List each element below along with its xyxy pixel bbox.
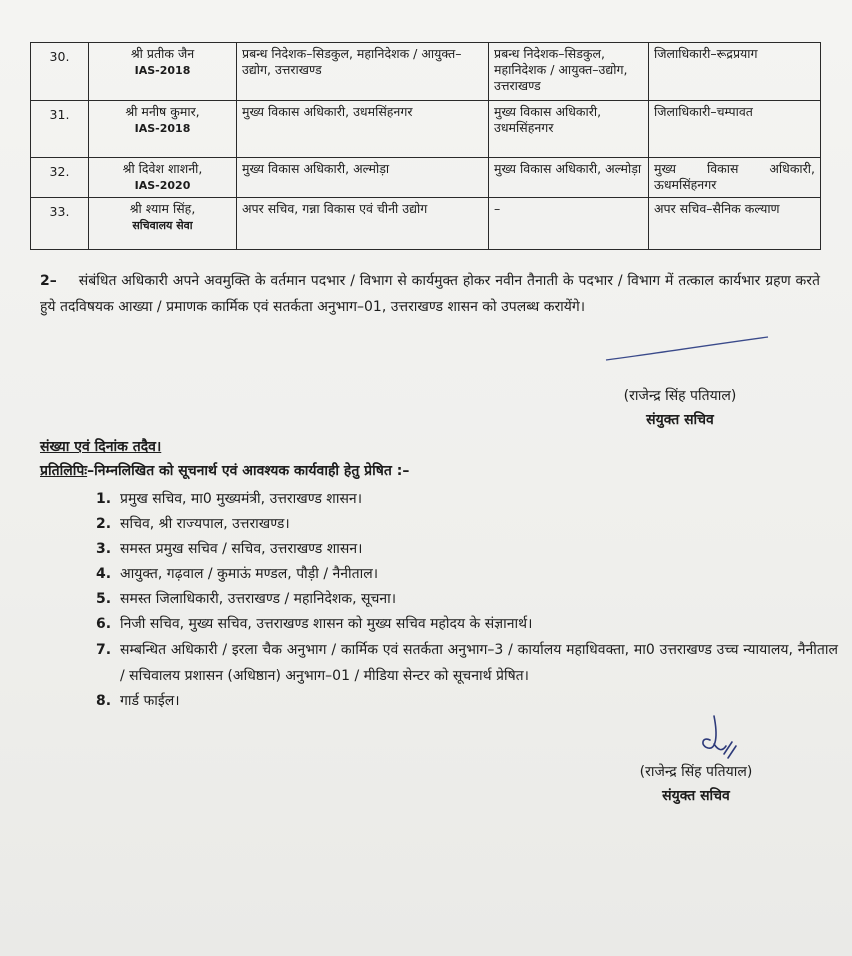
table-row bbox=[31, 158, 821, 198]
reference-line: संख्या एवं दिनांक तदैव। bbox=[40, 439, 162, 455]
new-post: मुख्य विकास अधिकारी, ऊधमसिंहनगर bbox=[649, 158, 821, 198]
item-text: समस्त प्रमुख सचिव / सचिव, उत्तराखण्ड शासन। bbox=[120, 541, 363, 557]
signatory-designation: संयुक्त सचिव bbox=[662, 788, 730, 804]
item-text: निजी सचिव, मुख्य सचिव, उत्तराखण्ड शासन को मुख्य सचिव महोदय के संज्ञानार्थ। bbox=[120, 616, 533, 632]
officer-service: IAS-2018 bbox=[134, 122, 191, 135]
signatory-name: (राजेन्द्र सिंह पतियाल) bbox=[623, 388, 737, 404]
new-post: जिलाधिकारी–चम्पावत bbox=[649, 101, 821, 158]
copy-to-text: –निम्नलिखित को सूचनार्थ एवं आवश्यक कार्यवाही हेतु प्रेषित :– bbox=[87, 463, 410, 479]
serial-number: 31. bbox=[31, 101, 89, 158]
item-text: समस्त जिलाधिकारी, उत्तराखण्ड / महानिदेशक, सूचना। bbox=[120, 591, 397, 607]
signatory-name: (राजेन्द्र सिंह पतियाल) bbox=[639, 764, 753, 780]
item-text: सचिव, श्री राज्यपाल, उत्तराखण्ड। bbox=[120, 516, 290, 532]
list-item bbox=[96, 512, 838, 537]
officer-service: IAS-2018 bbox=[134, 64, 191, 77]
serial-number: 33. bbox=[31, 198, 89, 250]
instruction-paragraph bbox=[40, 268, 820, 320]
item-number: 8. bbox=[96, 693, 112, 709]
new-post: जिलाधिकारी–रूद्रप्रयाग bbox=[649, 43, 821, 101]
item-text: सम्बन्धित अधिकारी / इरला चैक अनुभाग / कार्मिक एवं सतर्कता अनुभाग–3 / कार्यालय महाधिवक्ता, मा0 उत्तराखण्ड उच्च न्यायालय, नैनीताल / सचिवालय प्रशासन (अधिष्ठान) अनुभाग–01 / मीडिया सेन्टर को सूचनार्थ प्रेषित। bbox=[120, 642, 838, 684]
released-from: प्रबन्ध निदेशक–सिडकुल, महानिदेशक / आयुक्त–उद्योग, उत्तराखण्ड bbox=[489, 43, 649, 101]
current-post: प्रबन्ध निदेशक–सिडकुल, महानिदेशक / आयुक्त–उद्योग, उत्तराखण्ड bbox=[237, 43, 489, 101]
signature-block-2 bbox=[596, 760, 796, 808]
list-item bbox=[96, 587, 838, 612]
list-item bbox=[96, 562, 838, 587]
released-from: मुख्य विकास अधिकारी, अल्मोड़ा bbox=[489, 158, 649, 198]
signature-block-1 bbox=[580, 384, 780, 432]
copy-to-heading bbox=[40, 461, 820, 480]
serial-number: 30. bbox=[31, 43, 89, 101]
list-item bbox=[96, 637, 838, 689]
list-item bbox=[96, 612, 838, 637]
item-text: प्रमुख सचिव, मा0 मुख्यमंत्री, उत्तराखण्ड शासन। bbox=[120, 491, 362, 507]
copy-to-label: प्रतिलिपिः bbox=[40, 463, 88, 479]
list-item bbox=[96, 487, 838, 512]
item-text: आयुक्त, गढ़वाल / कुमाऊं मण्डल, पौड़ी / नैनीताल। bbox=[120, 566, 379, 582]
copy-to-list bbox=[96, 487, 838, 714]
officer-service: सचिवालय सेवा bbox=[132, 219, 193, 232]
released-from: मुख्य विकास अधिकारी, उधमसिंहनगर bbox=[489, 101, 649, 158]
item-number: 2. bbox=[96, 516, 112, 532]
paragraph-number: 2– bbox=[40, 273, 57, 289]
item-number: 3. bbox=[96, 541, 112, 557]
current-post: मुख्य विकास अधिकारी, अल्मोड़ा bbox=[237, 158, 489, 198]
officer-name: श्री मनीष कुमार, bbox=[125, 104, 200, 119]
new-post: अपर सचिव–सैनिक कल्याण bbox=[649, 198, 821, 250]
current-post: मुख्य विकास अधिकारी, उधमसिंहनगर bbox=[237, 101, 489, 158]
officer-name-cell bbox=[89, 158, 237, 198]
officer-name: श्री दिवेश शाशनी, bbox=[122, 161, 203, 176]
item-number: 7. bbox=[96, 642, 112, 658]
item-number: 5. bbox=[96, 591, 112, 607]
signature-stroke bbox=[602, 334, 772, 364]
signatory-designation: संयुक्त सचिव bbox=[646, 412, 714, 428]
item-number: 1. bbox=[96, 491, 112, 507]
officer-name: श्री प्रतीक जैन bbox=[130, 46, 195, 61]
transfer-table bbox=[30, 42, 821, 250]
table-row bbox=[31, 101, 821, 158]
current-post: अपर सचिव, गन्ना विकास एवं चीनी उद्योग bbox=[237, 198, 489, 250]
officer-name-cell bbox=[89, 43, 237, 101]
item-number: 6. bbox=[96, 616, 112, 632]
list-item bbox=[96, 537, 838, 562]
table-row bbox=[31, 198, 821, 250]
officer-name-cell bbox=[89, 101, 237, 158]
item-number: 4. bbox=[96, 566, 112, 582]
handwritten-initials bbox=[688, 706, 748, 762]
released-from: – bbox=[489, 198, 649, 250]
officer-service: IAS-2020 bbox=[134, 179, 191, 192]
item-text: गार्ड फाईल। bbox=[120, 693, 180, 709]
paragraph-text: संबंधित अधिकारी अपने अवमुक्ति के वर्तमान पदभार / विभाग से कार्यमुक्त होकर नवीन तैनाती के पदभार / विभाग में तत्काल कार्यभार ग्रहण करते हुये तदविषयक आख्या / प्रमाणक कार्मिक एवं सतर्कता अनुभाग–01, उत्तराखण्ड शासन को उपलब्ध करायेंगे। bbox=[40, 273, 820, 315]
serial-number: 32. bbox=[31, 158, 89, 198]
table-row bbox=[31, 43, 821, 101]
officer-name: श्री श्याम सिंह, bbox=[129, 201, 196, 216]
officer-name-cell bbox=[89, 198, 237, 250]
